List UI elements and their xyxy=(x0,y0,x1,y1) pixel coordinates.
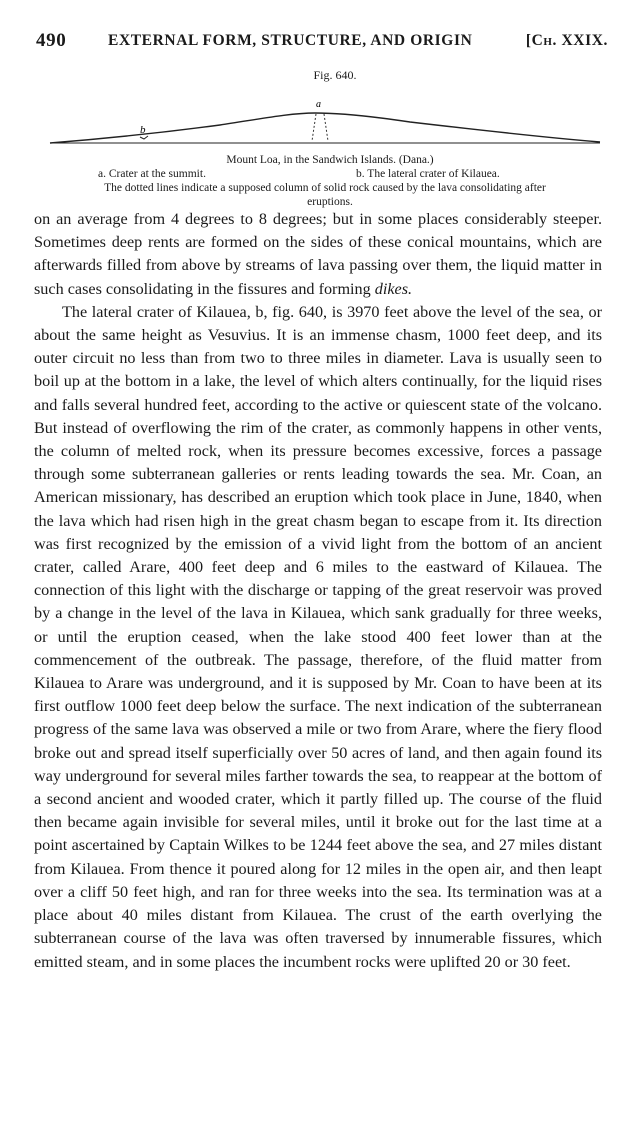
caption-note-line-2: eruptions. xyxy=(307,196,353,208)
body-text xyxy=(34,208,602,974)
column-dotted-line-right xyxy=(324,114,328,141)
running-title: EXTERNAL FORM, STRUCTURE, AND ORIGIN xyxy=(108,32,473,49)
page-number: 490 xyxy=(36,30,67,51)
caption-item-a: a. Crater at the summit. xyxy=(98,168,206,180)
chapter-reference: [Ch. XXIX. xyxy=(525,32,608,49)
figure-label: Fig. 640. xyxy=(313,68,357,82)
marker-b: b xyxy=(140,124,146,136)
paragraph-2: The lateral crater of Kilauea, b, fig. 640, is 3970 feet above the level of the sea, or about the same height as Vesuvius. It is an immense chasm, 1000 feet deep, and its outer circuit no less than from two to three miles in diameter. Lava is usually seen to boil up at the bottom in a lake, the level of which alters continually, for the liquid rises and falls several hundred feet, according to the active or quiescent state of the volcano. But instead of overflowing the rim of the crater, as commonly happens in other vents, the column of melted rock, when its pressure becomes excessive, forces a passage through some subterranean galleries or rents leading towards the sea. Mr. Coan, an American missionary, has described an eruption which took place in June, 1840, when the lava which had risen high in the great chasm began to escape from it. Its direction was first recognized by the emission of a vivid light from the bottom of an ancient crater, called Arare, 400 feet deep and 6 miles to the eastward of Kilauea. The connection of this light with the discharge or tapping of the great reservoir was proved by a change in the level of the lava in Kilauea, which sank gradually for three weeks, or until the eruption ceased, when the lake stood 400 feet lower than at the commencement of the outbreak. The passage, therefore, of the fluid matter from Kilauea to Arare was underground, and it is supposed by Mr. Coan to have been at its first outflow 1000 feet deep below the surface. The next indication of the subterranean progress of the same lava was observed a mile or two from Arare, where the fiery flood broke out and spread itself superficially over 50 acres of land, and then again found its way underground for several miles farther towards the sea, to reappear at the bottom of a second ancient and wooded crater, which it partly filled up. The course of the fluid then became again invisible for several miles, until it broke out for the last time at a point ascertained by Captain Wilkes to be 1244 feet above the sea, and 27 miles distant from Kilauea. From thence it poured along for 12 miles in the open air, and then leapt over a cliff 50 feet high, and ran for three weeks into the sea. Its termination was at a place about 40 miles distant from Kilauea. The crust of the earth overlying the subterranean course of the lava was often traversed by innumerable fissures, which emitted steam, and in some places the incumbent rocks were uplifted 20 or 30 feet. xyxy=(34,302,602,971)
lateral-crater-notch xyxy=(140,136,148,139)
paragraph-1-text: on an average from 4 degrees to 8 degrees; but in some places considerably steeper. Sometimes deep rents are formed on the sides of these conical mountains, which are afterwards filled from above by streams of lava passing over them, the liquid matter in such cases consolidating in the fissures and forming xyxy=(34,210,602,298)
caption-item-b: b. The lateral crater of Kilauea. xyxy=(356,168,500,180)
caption-note-line-1: The dotted lines indicate a supposed column of solid rock caused by the lava consolidating after xyxy=(104,182,546,194)
mount-loa-profile-illustration xyxy=(40,83,620,153)
marker-a: a xyxy=(316,99,321,110)
figure-640 xyxy=(40,68,620,209)
running-head xyxy=(36,30,608,54)
caption-title: Mount Loa, in the Sandwich Islands. (Dana.) xyxy=(226,154,434,166)
paragraph-1-emphasis: dikes. xyxy=(374,279,413,298)
caption-legend-row xyxy=(40,167,620,181)
column-dotted-line-left xyxy=(312,114,316,141)
paragraph-1 xyxy=(34,208,602,301)
figure-caption xyxy=(40,153,620,209)
mountain-profile-line xyxy=(50,113,600,143)
